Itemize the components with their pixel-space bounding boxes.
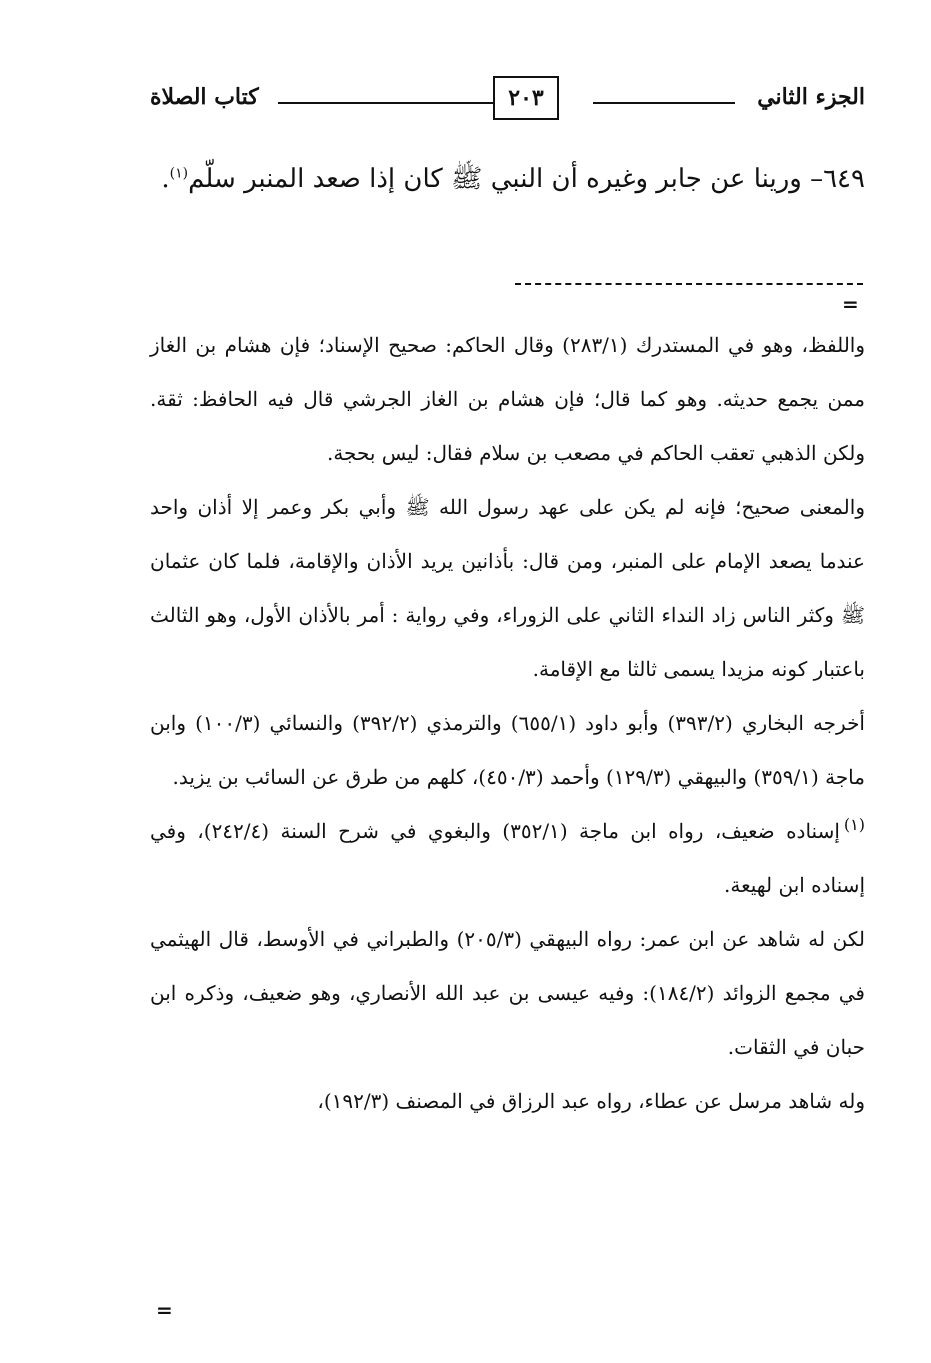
footnotes: [150, 318, 865, 1128]
continuation-marker-bottom: =: [156, 1298, 173, 1322]
footnote-1: (١)إسناده ضعيف، رواه ابن ماجة (٣٥٢/١) والبغوي في شرح السنة (٢٤٢/٤)، وفي إسناده ابن لهيعة.: [150, 815, 865, 897]
header-rule-right: [593, 102, 735, 104]
footnote-separator: [515, 283, 863, 285]
footnote-reference[interactable]: (١): [169, 165, 189, 182]
hadith-paragraph: [150, 148, 865, 210]
running-head-book: كتاب الصلاة: [150, 84, 259, 110]
hadith-text: [150, 148, 865, 210]
footnote-paragraph: والمعنى صحيح؛ فإنه لم يكن على عهد رسول الله ﷺ وأبي بكر وعمر إلا أذان واحد عندما يصعد الإمام على المنبر، ومن قال: بأذانين يريد الأذان والإقامة، فلما كان عثمان ﷺ وكثر الناس زاد النداء الثاني على الزوراء، وفي رواية : أمر بالأذان الأول، وهو الثالث باعتبار كونه مزيدا يسمى ثالثا مع الإقامة.: [150, 495, 865, 681]
hadith-649: ٦٤٩– ورينا عن جابر وغيره أن النبي ﷺ كان إذا صعد المنبر سلّم: [188, 164, 865, 194]
running-head-part: الجزء الثاني: [757, 84, 865, 110]
footnote-paragraph: أخرجه البخاري (٣٩٣/٢) وأبو داود (٦٥٥/١) والترمذي (٣٩٢/٢) والنسائي (١٠٠/٣) وابن ماجة (٣٥٩/١) والبيهقي (١٢٩/٣) وأحمد (٤٥٠/٣)، كلهم من طرق عن السائب بن يزيد.: [150, 711, 865, 789]
footnote-paragraph: واللفظ، وهو في المستدرك (٢٨٣/١) وقال الحاكم: صحيح الإسناد؛ فإن هشام بن الغاز ممن يجمع حديثه. وهو كما قال؛ فإن هشام بن الغاز الجرشي قال فيه الحافظ: ثقة. ولكن الذهبي تعقب الحاكم في مصعب بن سلام فقال: ليس بحجة.: [150, 333, 865, 465]
continuation-marker-top: =: [842, 292, 859, 316]
hadith-end: .: [161, 164, 170, 194]
footnote-paragraph: لكن له شاهد عن ابن عمر: رواه البيهقي (٢٠٥/٣) والطبراني في الأوسط، قال الهيثمي في مجمع الزوائد (١٨٤/٢): وفيه عيسى بن عبد الله الأنصاري، وهو ضعيف، وذكره ابن حبان في الثقات.: [150, 927, 865, 1059]
footnote-1-text: إسناده ضعيف، رواه ابن ماجة (٣٥٢/١) والبغوي في شرح السنة (٢٤٢/٤)، وفي إسناده ابن لهيعة.: [150, 819, 865, 897]
page-number: ٢٠٣: [493, 76, 559, 120]
page-header: [150, 72, 865, 126]
header-rule-left: [278, 102, 493, 104]
footnote-paragraph: وله شاهد مرسل عن عطاء، رواه عبد الرزاق في المصنف (١٩٢/٣)،: [317, 1089, 865, 1113]
